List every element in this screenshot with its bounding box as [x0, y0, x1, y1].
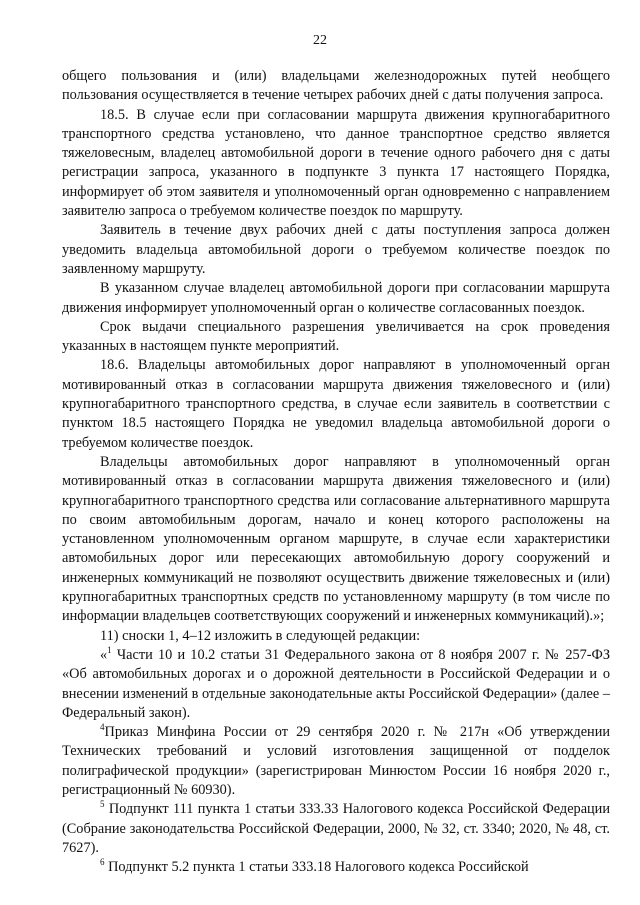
paragraph-owner-informs: В указанном случае владелец автомобильной дороги при согласовании маршрута движения информирует уполномоченный орган о количестве согласованных поездок.: [62, 280, 610, 316]
footnote-6: [62, 858, 610, 877]
paragraph-applicant-notice: Заявитель в течение двух рабочих дней с даты поступления запроса должен уведомить владельца автомобильной дороги о требуемом количестве поездок по заявленному маршруту.: [62, 222, 610, 277]
page-number: 22: [313, 33, 327, 48]
footnote-5-mark: 5: [100, 799, 105, 810]
footnote-1-text: Части 10 и 10.2 статьи 31 Федерального закона от 8 ноября 2007 г. № 257-ФЗ «Об автомобильных дорогах и о дорожной деятельности в Российской Федерации и о внесении изменений в отдельные законодательные акты Российской Федерации» (далее – Федеральный закон).: [62, 646, 610, 721]
footnote-4-mark: 4: [100, 722, 105, 733]
paragraph-term-extension: Срок выдачи специального разрешения увеличивается на срок проведения указанных в настоящем пункте мероприятий.: [62, 318, 610, 355]
footnote-4-text: Приказ Минфина России от 29 сентября 2020 г. № 217н «Об утверждении Технических требований и условий изготовления защищенной от подделок полиграфической продукции» (зарегистрирован Минюстом России 16 ноября 2020 г., регистрационный № 60930).: [62, 724, 610, 798]
paragraph-continuation: общего пользования и (или) владельцами железнодорожных путей необщего пользования осуществляется в течение четырех рабочих дней с даты получения запроса.: [62, 68, 610, 104]
footnote-1-mark: 1: [107, 645, 112, 656]
paragraph-18-6: 18.6. Владельцы автомобильных дорог направляют в уполномоченный орган мотивированный отказ в согласовании маршрута движения тяжеловесного и (или) крупногабаритного транспортного средства, в случае если заявитель в соответствии с пунктом 18.5 настоящего Порядка не уведомил владельца автомобильной дороги о требуемом количестве поездок.: [62, 357, 610, 451]
paragraph-18-5: 18.5. В случае если при согласовании маршрута движения крупногабаритного транспортного средства установлено, что данное транспортное средство является тяжеловесным, владелец автомобильной дороги в течение одного рабочего дня с даты регистрации запроса, указанного в подпункте 3 пункта 17 настоящего Порядка, информирует об этом заявителя и уполномоченный орган одновременно с направлением заявителю запроса о требуемом количестве поездок по маршруту.: [62, 106, 610, 220]
document-body: [62, 67, 610, 877]
footnote-5: [62, 800, 610, 858]
footnote-5-text: Подпункт 111 пункта 1 статьи 333.33 Налогового кодекса Российской Федерации (Собрание законодательства Российской Федерации, 2000, № 32, ст. 3340; 2020, № 48, ст. 7627).: [62, 801, 610, 856]
paragraph-refusal-alternative: Владельцы автомобильных дорог направляют в уполномоченный орган мотивированный отказ в согласовании маршрута движения тяжеловесного и (или) крупногабаритного транспортного средства или согласование альтернативного маршрута по своим автомобильным дорогам, начало и конец которого расположены на установленном уполномоченным органом маршруте, в случае если характеристики автомобильных дорог или пересекающих автомобильную дорогу сооружений и инженерных коммуникаций не позволяют осуществить движение тяжеловесных и (или) крупногабаритных транспортных средств по установленному маршруту (в том числе по информации владельцев соответствующих сооружений и инженерных коммуникаций).»;: [62, 453, 610, 625]
footnote-6-text: Подпункт 5.2 пункта 1 статьи 333.18 Налогового кодекса Российской: [104, 859, 529, 876]
footnote-4: [62, 723, 610, 800]
paragraph-footnotes-intro: 11) сноски 1, 4–12 изложить в следующей редакции:: [100, 627, 421, 644]
footnote-6-mark: 6: [100, 857, 105, 868]
footnote-1-prefix: «: [100, 646, 108, 663]
footnote-1: [62, 646, 610, 723]
